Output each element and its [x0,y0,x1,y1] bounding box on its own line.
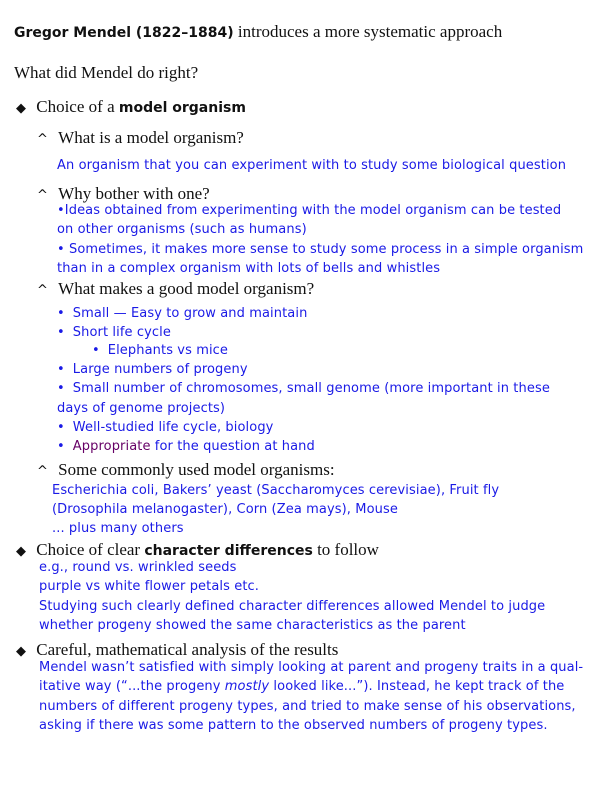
title-bold: Gregor Mendel (1822–1884) [14,25,234,41]
good-item-studied: • Well-studied life cycle, biology [57,420,274,435]
why-line-1: •Ideas obtained from experimenting with the model organism can be tested [57,203,562,218]
dot-icon: • [57,306,65,321]
organisms-line-1: Escherichia coli, Bakers’ yeast (Saccharomyces cerevisiae), Fruit fly [52,483,500,498]
question-heading: What did Mendel do right? [14,63,199,82]
dot-icon: • [57,362,65,377]
dot-icon: • [57,203,65,218]
good-item-progeny: • Large numbers of progeny [57,362,248,377]
diamond-bullet-icon: ◆ [16,543,26,558]
dot-icon: • [57,420,65,435]
good-item-small: • Small — Easy to grow and maintain [57,306,308,321]
good-item-lifecycle: • Short life cycle [57,325,171,340]
good-item-genome: • Small number of chromosomes, small genome (more important in these [57,381,550,396]
caret-icon: ^ [37,188,48,203]
dot-icon: • [57,325,65,340]
q-why-bother: ^ Why bother with one? [37,184,210,203]
analysis-line-3: numbers of different progeny types, and tried to make sense of his observations, [39,699,576,714]
dot-icon: • [57,242,65,257]
section-character-heading: ◆ Choice of clear character differences to follow [16,540,379,559]
analysis-line-1: Mendel wasn’t satisfied with simply looking at parent and progeny traits in a qual- [39,660,584,675]
character-line-4: whether progeny showed the same characteristics as the parent [39,618,466,633]
q-good-model: ^ What makes a good model organism? [37,279,315,298]
a-what-is: An organism that you can experiment with to study some biological question [57,158,567,173]
good-subitem-elephants: • Elephants vs mice [92,343,229,358]
page-title [14,22,502,42]
character-line-1: e.g., round vs. wrinkled seeds [39,560,237,575]
dot-icon: • [57,381,65,396]
character-line-2: purple vs white flower petals etc. [39,579,259,594]
analysis-line-4: asking if there was some pattern to the observed numbers of progeny types. [39,718,548,733]
organisms-line-3: ... plus many others [52,521,184,536]
good-item-appropriate: • Appropriate for the question at hand [57,439,315,454]
good-item-genome-cont: days of genome projects) [57,401,226,416]
title-rest: introduces a more systematic approach [233,22,503,41]
caret-icon: ^ [37,283,48,298]
section-analysis-heading: ◆ Careful, mathematical analysis of the results [16,640,339,659]
q-what-is: ^ What is a model organism? [37,128,244,147]
why-line-2: on other organisms (such as humans) [57,222,307,237]
character-line-3: Studying such clearly defined character differences allowed Mendel to judge [39,599,546,614]
q-common-organisms: ^ Some commonly used model organisms: [37,460,335,479]
section-model-heading: ◆ Choice of a model organism [16,97,246,116]
caret-icon: ^ [37,132,48,147]
dot-icon: • [57,439,65,454]
why-line-3: • Sometimes, it makes more sense to study some process in a simple organism [57,242,584,257]
diamond-bullet-icon: ◆ [16,100,26,115]
diamond-bullet-icon: ◆ [16,643,26,658]
why-line-4: than in a complex organism with lots of bells and whistles [57,261,441,276]
organisms-line-2: (Drosophila melanogaster), Corn (Zea mays), Mouse [52,502,398,517]
dot-icon: • [92,343,100,358]
analysis-line-2: itative way (“...the progeny mostly looked like...”). Instead, he kept track of the [39,679,565,694]
caret-icon: ^ [37,464,48,479]
